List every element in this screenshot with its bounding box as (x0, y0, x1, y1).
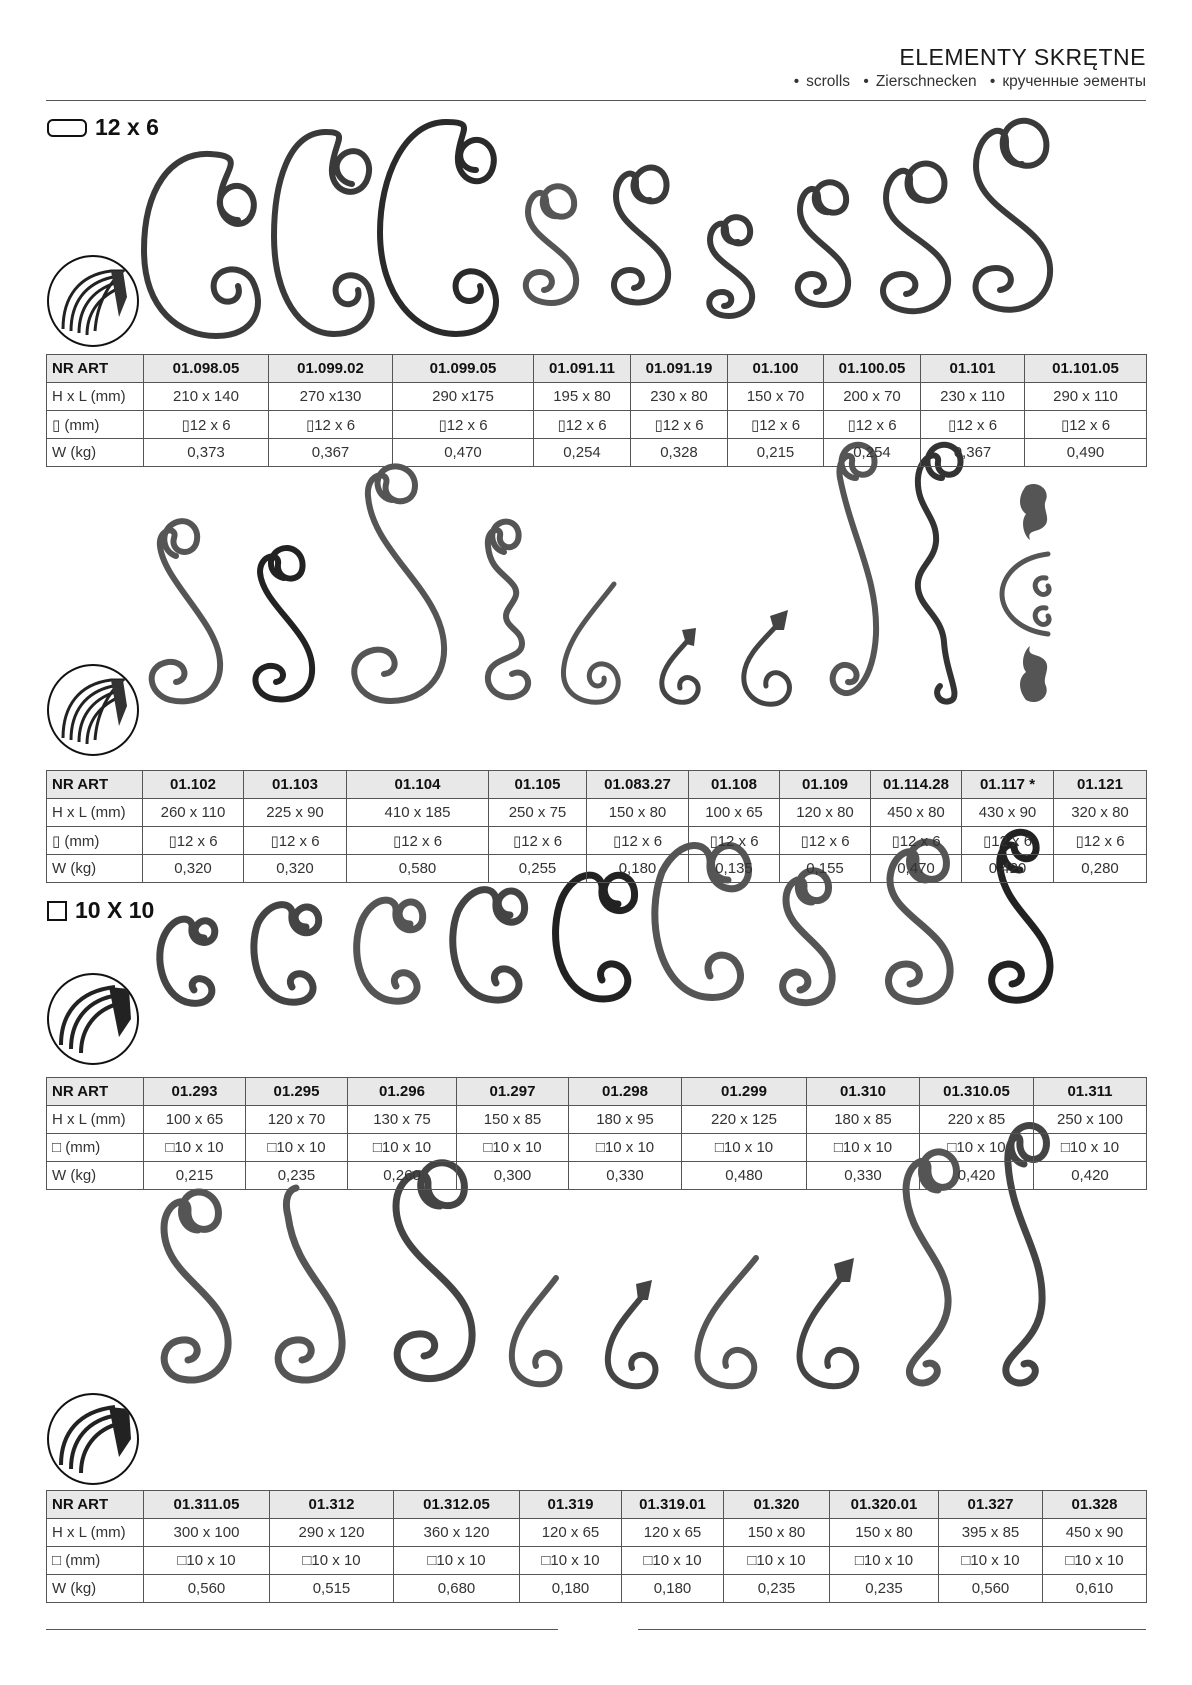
subtitle (785, 73, 1146, 91)
art-number: 01.091.11 (534, 355, 631, 383)
art-number: 01.298 (569, 1078, 682, 1106)
weight-cell: 0,328 (631, 439, 728, 467)
table-row-art (47, 1491, 1147, 1519)
art-number: 01.099.05 (393, 355, 534, 383)
profile-cell: □10 x 10 (939, 1547, 1043, 1575)
art-number: 01.117 * (962, 771, 1054, 799)
size-cell: 120 x 70 (246, 1106, 348, 1134)
size-cell: 360 x 120 (394, 1519, 520, 1547)
square-bar-profile-icon (47, 1393, 139, 1485)
size-cell: 290 x 110 (1025, 383, 1147, 411)
art-number: 01.319.01 (622, 1491, 724, 1519)
table-row-weight (47, 439, 1147, 467)
weight-cell: 0,135 (689, 855, 780, 883)
profile-cell: ▯12 x 6 (489, 827, 587, 855)
weight-cell: 0,367 (921, 439, 1025, 467)
art-number: 01.299 (682, 1078, 807, 1106)
size-cell: 200 x 70 (824, 383, 921, 411)
scroll-illustration (140, 150, 270, 340)
section-label-10x10 (47, 897, 154, 924)
flat-bar-icon (47, 119, 87, 137)
size-cell: 450 x 90 (1043, 1519, 1147, 1547)
size-cell: 290 x175 (393, 383, 534, 411)
table-row-weight (47, 1575, 1147, 1603)
profile-cell: ▯12 x 6 (143, 827, 244, 855)
weight-cell: 0,215 (728, 439, 824, 467)
profile-cell: ▯12 x 6 (728, 411, 824, 439)
size-cell: 195 x 80 (534, 383, 631, 411)
size-cell: 150 x 70 (728, 383, 824, 411)
art-number: 01.310 (807, 1078, 920, 1106)
size-cell: 120 x 65 (622, 1519, 724, 1547)
scroll-illustration (792, 1254, 866, 1390)
table-row-art (47, 355, 1147, 383)
row-label: ▯ (mm) (47, 827, 143, 855)
row-label: W (kg) (47, 1575, 144, 1603)
profile-cell: ▯12 x 6 (962, 827, 1054, 855)
art-number: 01.083.27 (587, 771, 689, 799)
art-number: 01.328 (1043, 1491, 1147, 1519)
row-label: NR ART (47, 1491, 144, 1519)
weight-cell: 0,560 (939, 1575, 1043, 1603)
art-number: 01.297 (457, 1078, 569, 1106)
weight-cell: 0,235 (724, 1575, 830, 1603)
profile-cell: ▯12 x 6 (393, 411, 534, 439)
size-cell: 230 x 80 (631, 383, 728, 411)
size-cell: 130 x 75 (348, 1106, 457, 1134)
art-number: 01.320.01 (830, 1491, 939, 1519)
weight-cell: 0,560 (144, 1575, 270, 1603)
spec-table-1 (46, 354, 1147, 467)
profile-cell: □10 x 10 (394, 1547, 520, 1575)
scroll-illustration (902, 438, 974, 706)
weight-cell: 0,260 (348, 1162, 457, 1190)
row-label: W (kg) (47, 1162, 144, 1190)
scroll-illustration (996, 478, 1054, 708)
weight-cell: 0,180 (622, 1575, 724, 1603)
profile-cell: □10 x 10 (246, 1134, 348, 1162)
bullet: • (863, 73, 869, 90)
flat-bar-profile-icon (47, 255, 139, 347)
size-cell: 180 x 85 (807, 1106, 920, 1134)
scroll-illustration (556, 580, 628, 708)
size-cell: 260 x 110 (143, 799, 244, 827)
profile-cell: □10 x 10 (807, 1134, 920, 1162)
bullet: • (793, 73, 800, 90)
table-row-profile (47, 1134, 1147, 1162)
profile-cell: □10 x 10 (457, 1134, 569, 1162)
art-number: 01.320 (724, 1491, 830, 1519)
profile-cell: □10 x 10 (830, 1547, 939, 1575)
scroll-illustration (652, 624, 706, 708)
profile-cell: ▯12 x 6 (921, 411, 1025, 439)
size-cell: 150 x 80 (587, 799, 689, 827)
size-cell: 250 x 100 (1034, 1106, 1147, 1134)
size-cell: 230 x 110 (921, 383, 1025, 411)
row-label: H x L (mm) (47, 1106, 144, 1134)
profile-cell: □10 x 10 (270, 1547, 394, 1575)
profile-cell: ▯12 x 6 (824, 411, 921, 439)
weight-cell: 0,320 (244, 855, 347, 883)
size-cell: 290 x 120 (270, 1519, 394, 1547)
profile-cell: ▯12 x 6 (347, 827, 489, 855)
art-number: 01.296 (348, 1078, 457, 1106)
table-row-art (47, 771, 1147, 799)
art-number: 01.293 (144, 1078, 246, 1106)
size-cell: 410 x 185 (347, 799, 489, 827)
size-cell: 270 x130 (269, 383, 393, 411)
size-cell: 100 x 65 (689, 799, 780, 827)
art-number: 01.099.02 (269, 355, 393, 383)
profile-cell: □10 x 10 (724, 1547, 830, 1575)
weight-cell: 0,254 (824, 439, 921, 467)
weight-cell: 0,300 (457, 1162, 569, 1190)
header-rule (46, 100, 1146, 101)
spec-table-2 (46, 770, 1147, 883)
size-cell: 320 x 80 (1054, 799, 1147, 827)
scroll-illustration (348, 888, 430, 1010)
profile-cell: ▯12 x 6 (780, 827, 871, 855)
size-cell: 120 x 65 (520, 1519, 622, 1547)
profile-cell: ▯12 x 6 (587, 827, 689, 855)
art-number: 01.311.05 (144, 1491, 270, 1519)
art-number: 01.310.05 (920, 1078, 1034, 1106)
row-label: W (kg) (47, 439, 144, 467)
scroll-illustration (690, 1254, 764, 1390)
section-label-text: 12 x 6 (95, 114, 159, 140)
profile-cell: □10 x 10 (682, 1134, 807, 1162)
profile-cell: □10 x 10 (569, 1134, 682, 1162)
profile-cell: □10 x 10 (1034, 1134, 1147, 1162)
subtitle-de: Zierschnecken (875, 73, 977, 90)
weight-cell: 0,373 (144, 439, 269, 467)
scroll-illustration (962, 108, 1058, 320)
table-row-art (47, 1078, 1147, 1106)
art-number: 01.121 (1054, 771, 1147, 799)
weight-cell: 0,280 (1054, 855, 1147, 883)
row-label: NR ART (47, 771, 143, 799)
art-number: 01.108 (689, 771, 780, 799)
row-label: H x L (mm) (47, 1519, 144, 1547)
weight-cell: 0,420 (962, 855, 1054, 883)
art-number: 01.101 (921, 355, 1025, 383)
subtitle-en: scrolls (806, 73, 851, 90)
art-number: 01.091.19 (631, 355, 728, 383)
weight-cell: 0,330 (569, 1162, 682, 1190)
size-cell: 300 x 100 (144, 1519, 270, 1547)
size-cell: 395 x 85 (939, 1519, 1043, 1547)
table-row-profile (47, 827, 1147, 855)
page-title: ELEMENTY SKRĘTNE (899, 44, 1146, 70)
scroll-illustration (266, 1180, 350, 1390)
size-cell: 180 x 95 (569, 1106, 682, 1134)
weight-cell: 0,420 (920, 1162, 1034, 1190)
scroll-illustration (246, 893, 326, 1010)
table-row-size (47, 1106, 1147, 1134)
weight-cell: 0,580 (347, 855, 489, 883)
scroll-illustration (734, 606, 798, 708)
art-number: 01.098.05 (144, 355, 269, 383)
row-label: □ (mm) (47, 1547, 144, 1575)
profile-cell: □10 x 10 (144, 1134, 246, 1162)
weight-cell: 0,180 (520, 1575, 622, 1603)
size-cell: 450 x 80 (871, 799, 962, 827)
scroll-illustration (604, 156, 674, 312)
profile-cell: ▯12 x 6 (689, 827, 780, 855)
footer-rule (638, 1629, 1146, 1630)
profile-cell: ▯12 x 6 (1025, 411, 1147, 439)
scroll-illustration (872, 152, 954, 320)
table-row-profile (47, 1547, 1147, 1575)
row-label: □ (mm) (47, 1134, 144, 1162)
scroll-illustration (504, 1274, 568, 1390)
table-row-profile (47, 411, 1147, 439)
profile-cell: □10 x 10 (1043, 1547, 1147, 1575)
profile-cell: ▯12 x 6 (534, 411, 631, 439)
weight-cell: 0,680 (394, 1575, 520, 1603)
scroll-illustration (152, 1180, 236, 1390)
size-cell: 220 x 85 (920, 1106, 1034, 1134)
profile-cell: □10 x 10 (920, 1134, 1034, 1162)
bullet: • (989, 73, 996, 90)
weight-cell: 0,480 (682, 1162, 807, 1190)
profile-cell: ▯12 x 6 (144, 411, 269, 439)
profile-cell: ▯12 x 6 (871, 827, 962, 855)
square-bar-profile-icon (47, 973, 139, 1065)
art-number: 01.102 (143, 771, 244, 799)
size-cell: 150 x 85 (457, 1106, 569, 1134)
art-number: 01.100 (728, 355, 824, 383)
subtitle-ru: крученные эементы (1002, 73, 1146, 90)
row-label: H x L (mm) (47, 383, 144, 411)
row-label: NR ART (47, 355, 144, 383)
scroll-illustration (822, 438, 888, 708)
size-cell: 430 x 90 (962, 799, 1054, 827)
profile-cell: ▯12 x 6 (631, 411, 728, 439)
row-label: H x L (mm) (47, 799, 143, 827)
scroll-illustration (700, 210, 758, 320)
scroll-illustration (376, 118, 506, 340)
art-number: 01.312 (270, 1491, 394, 1519)
scroll-illustration (546, 862, 642, 1010)
weight-cell: 0,254 (534, 439, 631, 467)
art-number: 01.104 (347, 771, 489, 799)
weight-cell: 0,470 (871, 855, 962, 883)
art-number: 01.114.28 (871, 771, 962, 799)
row-label: NR ART (47, 1078, 144, 1106)
table-row-size (47, 1519, 1147, 1547)
size-cell: 120 x 80 (780, 799, 871, 827)
scroll-illustration (244, 540, 318, 706)
size-cell: 220 x 125 (682, 1106, 807, 1134)
table-row-weight (47, 1162, 1147, 1190)
weight-cell: 0,180 (587, 855, 689, 883)
art-number: 01.100.05 (824, 355, 921, 383)
size-cell: 210 x 140 (144, 383, 269, 411)
size-cell: 100 x 65 (144, 1106, 246, 1134)
spec-table-4 (46, 1490, 1147, 1603)
section-label-text: 10 X 10 (75, 897, 155, 923)
scroll-illustration (476, 512, 538, 708)
art-number: 01.319 (520, 1491, 622, 1519)
weight-cell: 0,490 (1025, 439, 1147, 467)
profile-cell: □10 x 10 (520, 1547, 622, 1575)
weight-cell: 0,235 (830, 1575, 939, 1603)
size-cell: 250 x 75 (489, 799, 587, 827)
scroll-illustration (340, 460, 450, 710)
art-number: 01.327 (939, 1491, 1043, 1519)
size-cell: 150 x 80 (724, 1519, 830, 1547)
size-cell: 225 x 90 (244, 799, 347, 827)
weight-cell: 0,320 (143, 855, 244, 883)
art-number: 01.101.05 (1025, 355, 1147, 383)
profile-cell: □10 x 10 (348, 1134, 457, 1162)
art-number: 01.103 (244, 771, 347, 799)
table-row-size (47, 799, 1147, 827)
scroll-illustration (788, 172, 854, 312)
weight-cell: 0,610 (1043, 1575, 1147, 1603)
scroll-illustration (140, 512, 226, 708)
weight-cell: 0,330 (807, 1162, 920, 1190)
art-number: 01.105 (489, 771, 587, 799)
art-number: 01.312.05 (394, 1491, 520, 1519)
section-label-12x6 (47, 114, 159, 141)
profile-cell: ▯12 x 6 (1054, 827, 1147, 855)
table-row-size (47, 383, 1147, 411)
profile-cell: □10 x 10 (622, 1547, 724, 1575)
weight-cell: 0,155 (780, 855, 871, 883)
art-number: 01.109 (780, 771, 871, 799)
weight-cell: 0,215 (144, 1162, 246, 1190)
scroll-illustration (152, 908, 222, 1010)
row-label: W (kg) (47, 855, 143, 883)
scroll-illustration (444, 877, 532, 1010)
flat-bar-profile-icon (47, 664, 139, 756)
scroll-illustration (600, 1276, 664, 1390)
footer-rule (46, 1629, 558, 1630)
weight-cell: 0,420 (1034, 1162, 1147, 1190)
row-label: ▯ (mm) (47, 411, 144, 439)
weight-cell: 0,367 (269, 439, 393, 467)
weight-cell: 0,515 (270, 1575, 394, 1603)
scroll-illustration (516, 178, 582, 310)
scroll-illustration (270, 128, 380, 340)
profile-cell: □10 x 10 (144, 1547, 270, 1575)
art-number: 01.311 (1034, 1078, 1147, 1106)
weight-cell: 0,470 (393, 439, 534, 467)
profile-cell: ▯12 x 6 (244, 827, 347, 855)
weight-cell: 0,255 (489, 855, 587, 883)
weight-cell: 0,235 (246, 1162, 348, 1190)
spec-table-3 (46, 1077, 1147, 1190)
table-row-weight (47, 855, 1147, 883)
size-cell: 150 x 80 (830, 1519, 939, 1547)
square-bar-icon (47, 901, 67, 921)
art-number: 01.295 (246, 1078, 348, 1106)
profile-cell: ▯12 x 6 (269, 411, 393, 439)
